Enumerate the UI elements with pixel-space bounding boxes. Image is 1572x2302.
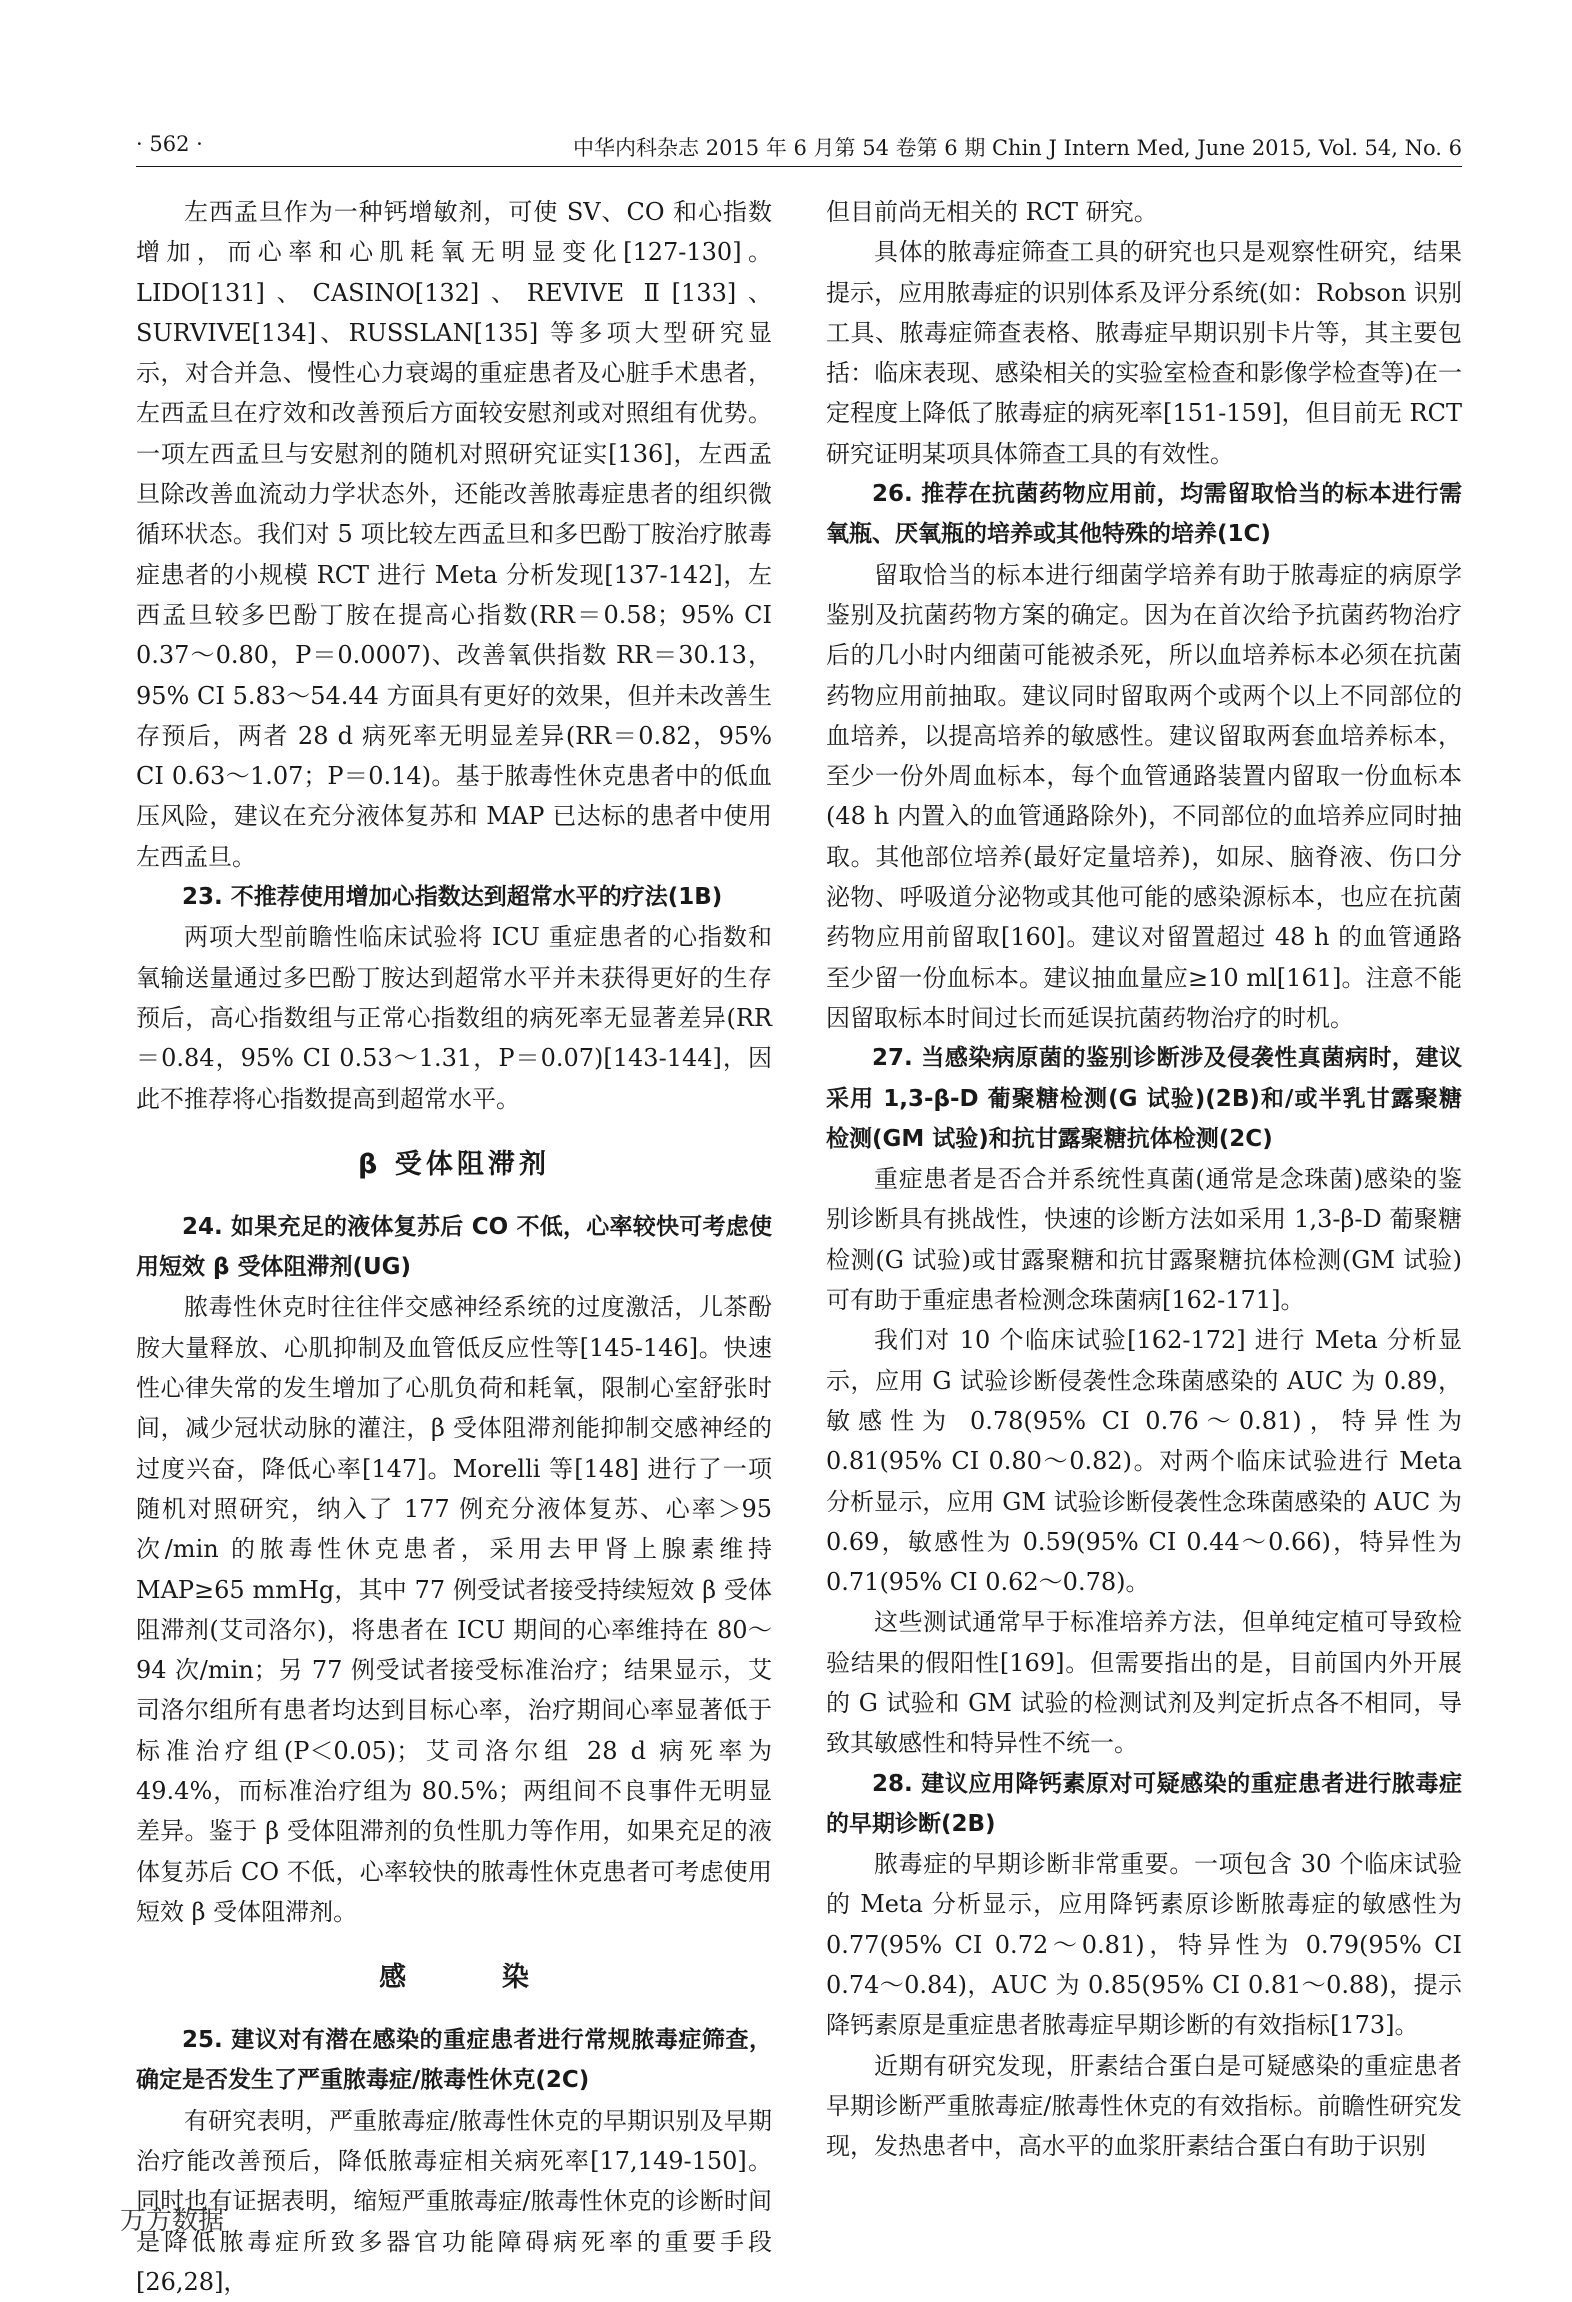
journal-citation: 中华内科杂志 2015 年 6 月第 54 卷第 6 期 Chin J Intern Med, June 2015, Vol. 54, No. 6 (573, 136, 1462, 160)
recommendation-24-heading: 24. 如果充足的液体复苏后 CO 不低，心率较快可考虑使用短效 β 受体阻滞剂(UG) (136, 1213, 772, 1281)
paragraph-screening: 有研究表明，严重脓毒症/脓毒性休克的早期识别及早期治疗能改善预后，降低脓毒症相关病死率[17,149-150]。同时也有证据表明，缩短严重脓毒症/脓毒性休克的诊断时间是降低脓毒症所致多器官功能障碍病死率的重要手段[26,28]， (136, 2106, 772, 2296)
recommendation-26-heading: 26. 推荐在抗菌药物应用前，均需留取恰当的标本进行需氧瓶、厌氧瓶的培养或其他特殊的培养(1C) (826, 481, 1462, 548)
paragraph-heparin-binding-protein: 近期有研究发现，肝素结合蛋白是可疑感染的重症患者早期诊断严重脓毒症/脓毒性休克的有效指标。前瞻性研究发现，发热患者中，高水平的血浆肝素结合蛋白有助于识别 (826, 2051, 1462, 2161)
paragraph-cardiac-index: 两项大型前瞻性临床试验将 ICU 重症患者的心指数和氧输送量通过多巴酚丁胺达到超常水平并未获得更好的生存预后，高心指数组与正常心指数组的病死率无显著差异(RR＝0.84，95% CI 0.53～1.31，P＝0.07)[143-144]，因此不推荐将心指数提高到超常水平。 (136, 923, 772, 1113)
left-column (136, 192, 772, 2302)
recommendation-25-heading: 25. 建议对有潜在感染的重症患者进行常规脓毒症筛查，确定是否发生了严重脓毒症/脓毒性休克(2C) (136, 2027, 772, 2094)
running-header (136, 126, 1462, 167)
right-column (826, 192, 1462, 2167)
paragraph-procalcitonin: 脓毒症的早期诊断非常重要。一项包含 30 个临床试验的 Meta 分析显示，应用降钙素原诊断脓毒症的敏感性为 0.77(95% CI 0.72～0.81)，特异性为 0.79(95% CI 0.74～0.84)，AUC 为 0.85(95% CI 0.81～0.88)，提示降钙素原是重症患者脓毒症早期诊断的有效指标[173]。 (826, 1850, 1462, 2040)
recommendation-28-heading: 28. 建议应用降钙素原对可疑感染的重症患者进行脓毒症的早期诊断(2B) (826, 1770, 1462, 1837)
paragraph-blood-culture: 留取恰当的标本进行细菌学培养有助于脓毒症的病原学鉴别及抗菌药物方案的确定。因为在首次给予抗菌药物治疗后的几小时内细菌可能被杀死，所以血培养标本必须在抗菌药物应用前抽取。建议同时留取两个或两个以上不同部位的血培养，以提高培养的敏感性。建议留取两套血培养标本，至少一份外周血标本，每个血管通路装置内留取一份血标本(48 h 内置入的血管通路除外)，不同部位的血培养应同时抽取。其他部位培养(最好定量培养)，如尿、脑脊液、伤口分泌物、呼吸道分泌物或其他可能的感染源标本，也应在抗菌药物应用前留取[160]。建议对留置超过 48 h 的血管通路至少留一份血标本。建议抽血量应≥10 ml[161]。注意不能因留取标本时间过长而延误抗菌药物治疗的时机。 (826, 560, 1462, 1032)
section-heading-infection: 感 染 (379, 1962, 573, 1994)
section-heading-beta-blocker: β 受体阻滞剂 (357, 1148, 551, 1180)
recommendation-27-heading: 27. 当感染病原菌的鉴别诊断涉及侵袭性真菌病时，建议采用 1,3-β-D 葡聚糖检测(G 试验)(2B)和/或半乳甘露聚糖检测(GM 试验)和抗甘露聚糖抗体检测(2C) (826, 1045, 1462, 1152)
page-number: · 562 · (136, 132, 203, 156)
paragraph-false-positive: 这些测试通常早于标准培养方法，但单纯定植可导致检验结果的假阳性[169]。但需要指出的是，目前国内外开展的 G 试验和 GM 试验的检测试剂及判定折点各不相同，导致其敏感性和特异性不统一。 (826, 1608, 1462, 1758)
recommendation-23-heading: 23. 不推荐使用增加心指数达到超常水平的疗法(1B) (182, 884, 723, 911)
paragraph-meta-analysis-g-test: 我们对 10 个临床试验[162-172] 进行 Meta 分析显示，应用 G 试验诊断侵袭性念珠菌感染的 AUC 为 0.89，敏感性为 0.78(95% CI 0.76～0.81)，特异性为 0.81(95% CI 0.80～0.82)。对两个临床试验进行 Meta 分析显示，应用 GM 试验诊断侵袭性念珠菌感染的 AUC 为 0.69，敏感性为 0.59(95% CI 0.44～0.66)，特异性为 0.71(95% CI 0.62～0.78)。 (826, 1326, 1462, 1597)
paragraph-fungal-diagnosis: 重症患者是否合并系统性真菌(通常是念珠菌)感染的鉴别诊断具有挑战性，快速的诊断方法如采用 1,3-β-D 葡聚糖检测(G 试验)或甘露聚糖和抗甘露聚糖抗体检测(GM 试验)可有助于重症患者检测念珠菌病[162-171]。 (826, 1165, 1462, 1315)
paragraph-screening-tools: 具体的脓毒症筛查工具的研究也只是观察性研究，结果提示，应用脓毒症的识别体系及评分系统(如：Robson 识别工具、脓毒症筛查表格、脓毒症早期识别卡片等，其主要包括：临床表现、感染相关的实验室检查和影像学检查等)在一定程度上降低了脓毒症的病死率[151-159]，但目前无 RCT 研究证明某项具体筛查工具的有效性。 (826, 238, 1462, 468)
paragraph-rct-continuation: 但目前尚无相关的 RCT 研究。 (826, 198, 1158, 226)
paragraph-levosimendan: 左西孟旦作为一种钙增敏剂，可使 SV、CO 和心指数增加，而心率和心肌耗氧无明显变化[127-130]。LIDO[131]、CASINO[132]、REVIVE Ⅱ[133]、SURVIVE[134]、RUSSLAN[135] 等多项大型研究显示，对合并急、慢性心力衰竭的重症患者及心脏手术患者，左西孟旦在疗效和改善预后方面较安慰剂或对照组有优势。一项左西孟旦与安慰剂的随机对照研究证实[136]，左西孟旦除改善血流动力学状态外，还能改善脓毒症患者的组织微循环状态。我们对 5 项比较左西孟旦和多巴酚丁胺治疗脓毒症患者的小规模 RCT 进行 Meta 分析发现[137-142]，左西孟旦较多巴酚丁胺在提高心指数(RR＝0.58；95% CI 0.37～0.80，P＝0.0007)、改善氧供指数 RR＝30.13，95% CI 5.83～54.44 方面具有更好的效果，但并未改善生存预后，两者 28 d 病死率无明显差异(RR＝0.82，95% CI 0.63～1.07；P＝0.14)。基于脓毒性休克患者中的低血压风险，建议在充分液体复苏和 MAP 已达标的患者中使用左西孟旦。 (136, 198, 772, 871)
watermark-wanfang: 万方数据 (120, 2206, 225, 2236)
paragraph-beta-blocker: 脓毒性休克时往往伴交感神经系统的过度激活，儿茶酚胺大量释放、心肌抑制及血管低反应性等[145-146]。快速性心律失常的发生增加了心肌负荷和耗氧，限制心室舒张时间，减少冠状动脉的灌注，β 受体阻滞剂能抑制交感神经的过度兴奋，降低心率[147]。Morelli 等[148] 进行了一项随机对照研究，纳入了 177 例充分液体复苏、心率＞95 次/min 的脓毒性休克患者，采用去甲肾上腺素维持 MAP≥65 mmHg，其中 77 例受试者接受持续短效 β 受体阻滞剂(艾司洛尔)，将患者在 ICU 期间的心率维持在 80～94 次/min；另 77 例受试者接受标准治疗；结果显示，艾司洛尔组所有患者均达到目标心率，治疗期间心率显著低于标准治疗组(P＜0.05)；艾司洛尔组 28 d 病死率为 49.4%，而标准治疗组为 80.5%；两组间不良事件无明显差异。鉴于 β 受体阻滞剂的负性肌力等作用，如果充足的液体复苏后 CO 不低，心率较快的脓毒性休克患者可考虑使用短效 β 受体阻滞剂。 (136, 1293, 772, 1926)
